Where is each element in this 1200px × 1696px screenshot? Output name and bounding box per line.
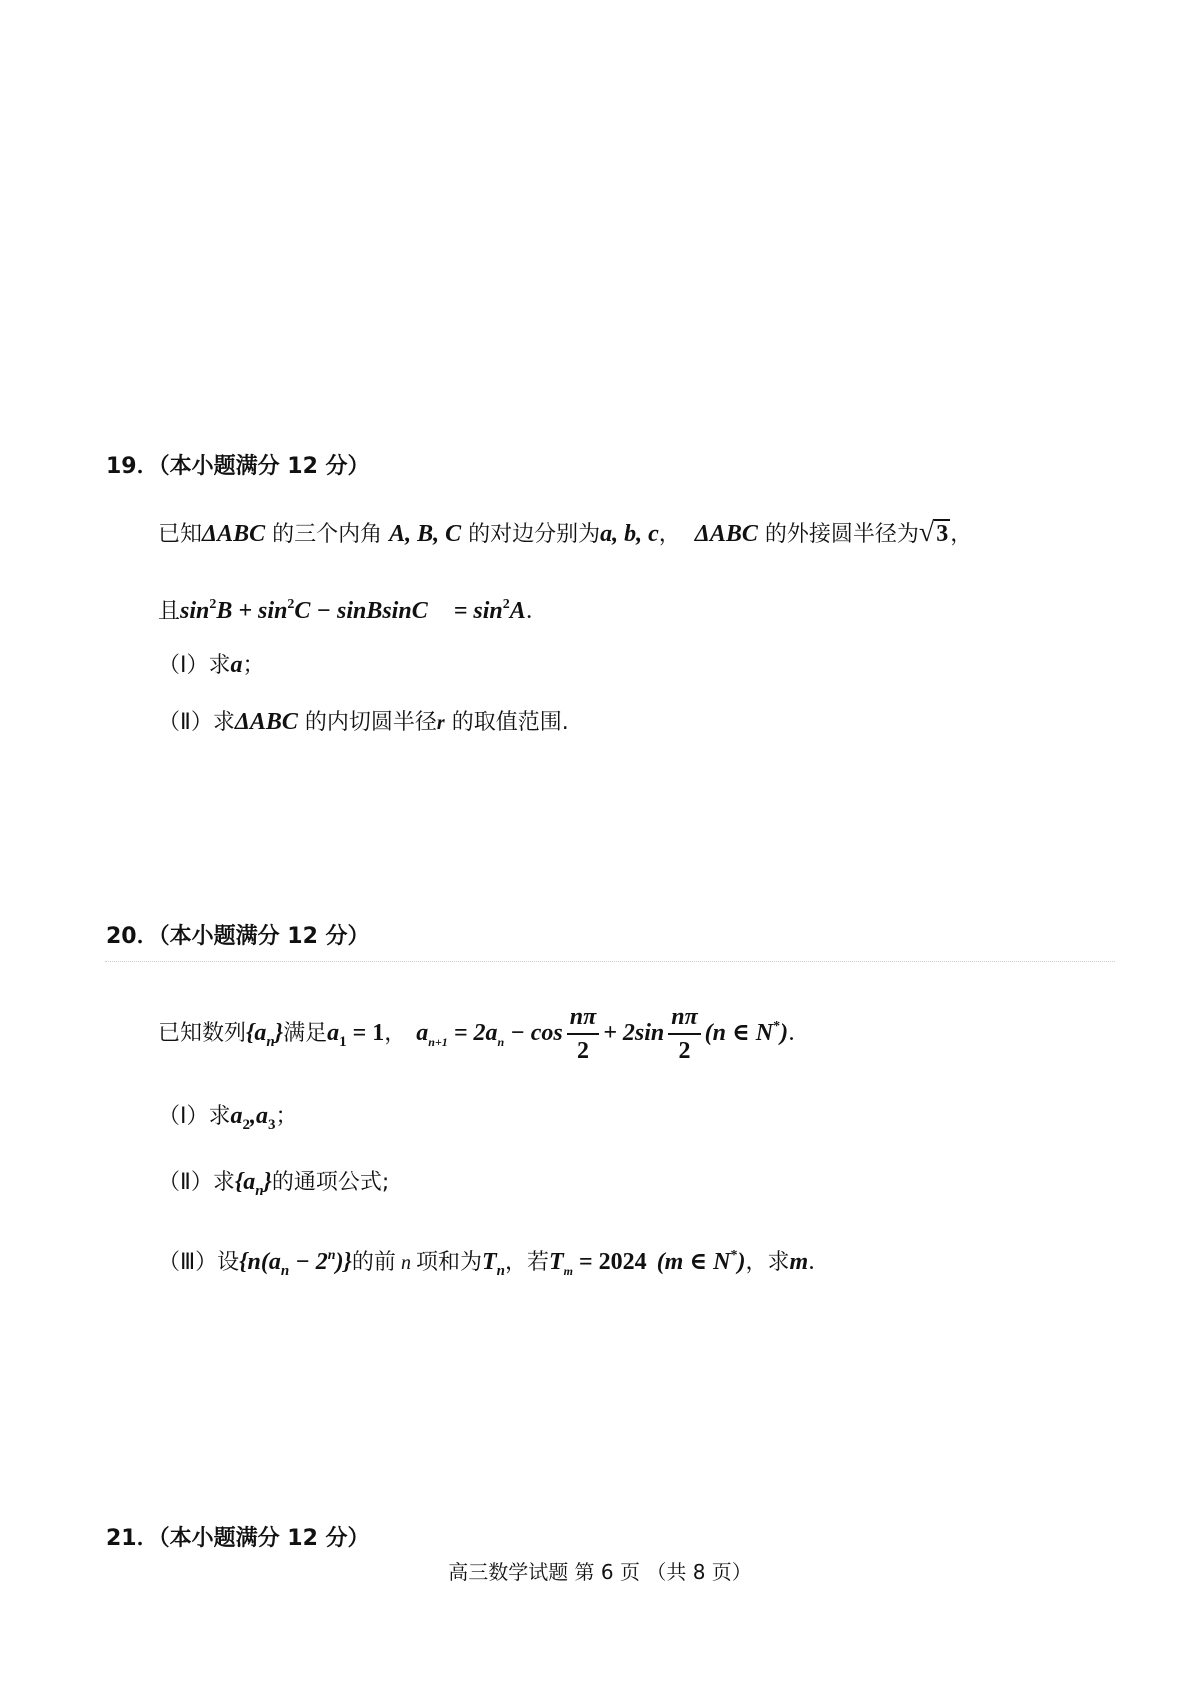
- q20-frac-denominator: 2: [678, 1038, 691, 1064]
- q20-part1: [158, 1101, 298, 1140]
- q19-text: ，: [950, 522, 973, 547]
- q19-number: 19: [106, 454, 137, 479]
- q19-text: 已知: [158, 522, 203, 547]
- q21-header: [106, 1524, 370, 1554]
- q20-sub: 1: [339, 1034, 347, 1050]
- q20-text: ．: [808, 1250, 831, 1275]
- q20-sub: 2: [242, 1117, 250, 1133]
- q21-number: 21: [106, 1526, 137, 1551]
- q20-expr: T: [481, 1249, 497, 1275]
- q20-expr: n: [395, 1252, 416, 1274]
- q20-sub: 3: [268, 1117, 276, 1133]
- q19-sqrt-value: 3: [936, 521, 949, 547]
- q20-expr: a: [230, 1103, 243, 1129]
- q19-expr: A: [509, 598, 526, 624]
- q20-expr: = 1: [346, 1020, 385, 1046]
- q20-line1: [158, 992, 810, 1062]
- q20-expr: ): [737, 1249, 746, 1275]
- q20-expr: (m ∈ N: [656, 1249, 731, 1275]
- q19-exp: 2: [502, 597, 510, 612]
- q20-expr: {a: [246, 1020, 267, 1046]
- q19-angles: A, B, C: [389, 521, 462, 547]
- q20-part2-label: （Ⅱ）求: [158, 1170, 235, 1195]
- q19-triangle: ΔABC: [202, 521, 266, 547]
- q20-text: 已知数列: [158, 1021, 247, 1046]
- q20-sub: n: [497, 1035, 505, 1049]
- q19-expr: B + sin: [216, 598, 288, 624]
- q21-header-text: ．（本小题满分 12 分）: [136, 1526, 370, 1551]
- q20-expr: a: [256, 1103, 268, 1129]
- q19-part2: [158, 707, 569, 738]
- q19-var: r: [436, 712, 445, 734]
- q20-part1-label: （Ⅰ）求: [158, 1104, 231, 1129]
- q19-exp: 2: [209, 597, 217, 612]
- q20-expr: = 2a: [447, 1020, 498, 1046]
- q20-expr: (n ∈ N: [704, 1020, 774, 1046]
- q19-text: 的外接圆半径为: [757, 522, 919, 547]
- q20-sub: n+1: [428, 1035, 448, 1049]
- q19-part1: [158, 650, 265, 681]
- q20-expr: }: [263, 1169, 272, 1195]
- q20-expr: a: [327, 1020, 340, 1046]
- q20-fraction-1: [567, 1001, 599, 1067]
- q19-sides: a, b, c: [600, 521, 659, 547]
- q20-expr: m: [789, 1249, 809, 1275]
- q19-text: 的对边分别为: [461, 522, 601, 547]
- page-footer: 高三数学试题 第 6 页 （共 8 页）: [448, 1560, 752, 1584]
- q20-part2: [158, 1167, 389, 1206]
- q19-text: ．: [525, 599, 548, 624]
- q20-text: ，若: [504, 1250, 549, 1275]
- q19-part2-label: （Ⅱ）求: [158, 710, 235, 735]
- q19-triangle: ΔABC: [234, 709, 298, 735]
- q20-text: 满足: [283, 1021, 328, 1046]
- q20-text: 的通项公式;: [271, 1170, 390, 1195]
- q19-header: [106, 452, 370, 482]
- q20-expr: = 2024: [573, 1249, 647, 1275]
- q19-triangle: ΔABC: [694, 521, 758, 547]
- q20-expr: − cos: [504, 1020, 563, 1046]
- q20-sub: n: [280, 1263, 290, 1279]
- q19-part1-label: （Ⅰ）求: [158, 653, 231, 678]
- q19-exp: 2: [287, 597, 295, 612]
- q20-expr: + 2sin: [603, 1020, 665, 1046]
- q20-part3-label: （Ⅲ）设: [158, 1250, 240, 1275]
- q20-expr: {n(a: [239, 1249, 281, 1275]
- q20-header-text: ．（本小题满分 12 分）: [136, 924, 370, 949]
- q19-text: ；: [242, 653, 265, 678]
- q19-text: 的内切圆半径: [297, 710, 437, 735]
- q19-line2: [158, 590, 548, 627]
- dotted-divider: [105, 961, 1115, 962]
- q20-number: 20: [106, 924, 137, 949]
- q20-sub: n: [266, 1034, 275, 1050]
- q20-header: [106, 922, 370, 952]
- q19-expr: = sin: [453, 598, 503, 624]
- q20-expr: ): [780, 1020, 789, 1046]
- q20-frac-numerator: nπ: [567, 1001, 599, 1035]
- q20-text: ；: [275, 1104, 298, 1129]
- q19-sqrt: √3: [918, 517, 949, 548]
- q20-exp: n: [327, 1248, 336, 1263]
- q20-sub: m: [563, 1264, 573, 1278]
- q20-text: 项和为: [415, 1250, 482, 1275]
- q20-part3: [158, 1241, 830, 1286]
- q20-expr: − 2: [289, 1249, 328, 1275]
- q20-frac-numerator: nπ: [668, 1001, 700, 1035]
- q20-sub: n: [496, 1263, 505, 1279]
- q20-text: ，: [384, 1021, 407, 1046]
- q19-text: 的取值范围.: [444, 710, 569, 735]
- q20-expr: ,: [250, 1103, 256, 1129]
- q20-expr: {a: [234, 1169, 256, 1195]
- q20-text: ，求: [745, 1250, 790, 1275]
- q20-text: ．: [788, 1021, 811, 1046]
- q20-sub: n: [255, 1183, 264, 1199]
- q20-text: 的前: [351, 1250, 396, 1275]
- q20-star: *: [773, 1019, 781, 1034]
- q20-expr: }: [274, 1020, 284, 1046]
- q19-header-text: ．（本小题满分 12 分）: [136, 454, 370, 479]
- q20-star: *: [730, 1248, 738, 1263]
- q20-expr: )}: [335, 1249, 352, 1275]
- q20-fraction-2: [668, 1001, 700, 1067]
- q19-text: 的三个内角: [265, 522, 390, 547]
- q19-line1: [158, 518, 972, 550]
- q20-expr: T: [548, 1249, 564, 1275]
- q19-var: a: [230, 652, 243, 678]
- q20-expr: a: [416, 1020, 429, 1046]
- q19-text: 且: [158, 599, 181, 624]
- q19-text: ，: [658, 522, 681, 547]
- q19-expr: sin: [180, 598, 210, 624]
- q19-expr: C − sinBsinC: [294, 598, 428, 624]
- q20-frac-denominator: 2: [576, 1038, 589, 1064]
